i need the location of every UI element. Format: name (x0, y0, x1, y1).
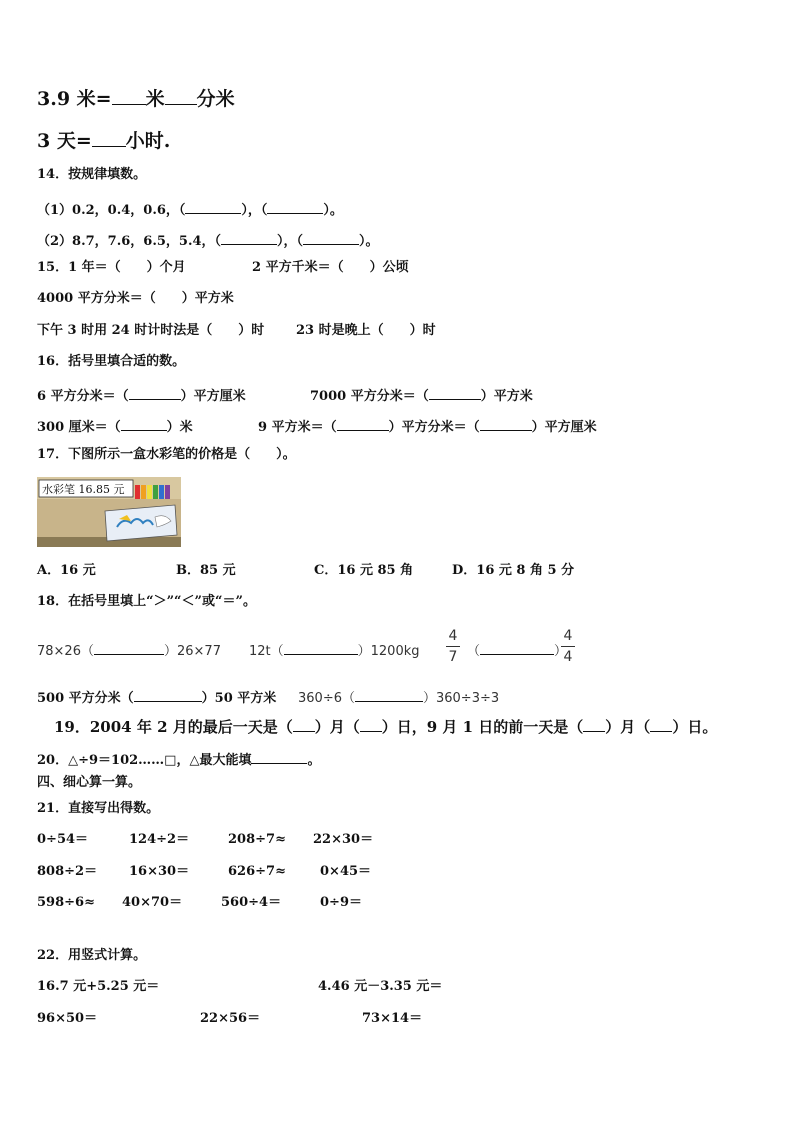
q16-item-a: 6 平方分米＝（ ）平方厘米 (37, 385, 246, 405)
fraction-right: 4 4 (561, 628, 575, 665)
blank[interactable] (355, 687, 423, 702)
section-heading: 四、细心算一算。 (37, 775, 142, 790)
q16-item-d: 9 平方米＝（ ）平方分米＝（ ）平方厘米 (258, 416, 597, 436)
blank[interactable] (112, 86, 146, 105)
q15-item-d: 下午 3 时用 24 时计时法是（ ）时 (37, 323, 265, 338)
blank[interactable] (650, 717, 672, 732)
option-d[interactable]: D．16 元 8 角 5 分 (452, 563, 575, 578)
vertical-calc-b: 4.46 元－3.35 元＝ (318, 979, 443, 994)
option-a[interactable]: A．16 元 (37, 563, 96, 578)
blank[interactable] (94, 640, 164, 655)
q18-title: 18．在括号里填上“＞”“＜”或“＝”。 (37, 594, 256, 609)
q21-title: 21．直接写出得数。 (37, 801, 160, 816)
blank[interactable] (429, 385, 481, 400)
option-b[interactable]: B．85 元 (176, 563, 236, 578)
q16-item-b: 7000 平方分米＝（ ）平方米 (310, 385, 533, 405)
blank[interactable] (267, 199, 323, 214)
calc-item: 124÷2＝ (129, 832, 190, 847)
blank[interactable] (165, 86, 197, 105)
blank[interactable] (480, 640, 554, 655)
q16-title: 16．括号里填合适的数。 (37, 354, 186, 369)
fraction-left: 4 7 (446, 628, 460, 665)
calc-item: 560÷4＝ (221, 895, 282, 910)
question-line-meters: 3.9 米= 米 分米 (37, 88, 235, 110)
q20-line: 20．△÷9＝102……□，△最大能填 。 (37, 749, 320, 769)
vertical-calc-a: 16.7 元+5.25 元＝ (37, 979, 160, 994)
q22-title: 22．用竖式计算。 (37, 948, 147, 963)
blank[interactable] (121, 416, 167, 431)
q18-compare-d: 360÷6（ ）360÷3÷3 (298, 687, 499, 707)
calc-item: 16×30＝ (129, 864, 190, 879)
calc-item: 598÷6≈ (37, 895, 95, 910)
blank[interactable] (185, 199, 241, 214)
calc-item: 22×30＝ (313, 832, 374, 847)
q15-item-c: 4000 平方分米＝（ ）平方米 (37, 291, 234, 306)
q18-compare-frac: （ ） (467, 640, 567, 660)
calc-item: 808÷2＝ (37, 864, 98, 879)
calc-item: 0÷54＝ (37, 832, 89, 847)
q18-compare-b: 12t（ ）1200kg (249, 640, 420, 660)
price-tag-text: 水彩笔 16.85 元 (42, 483, 125, 496)
q15-item-b: 2 平方千米＝（ ）公顷 (252, 260, 409, 275)
q15-item-a: 15．1 年＝（ ）个月 (37, 260, 186, 275)
vertical-calc-c: 96×50＝ (37, 1011, 98, 1026)
blank[interactable] (480, 416, 532, 431)
option-c[interactable]: C．16 元 85 角 (314, 563, 414, 578)
q18-compare-c: 500 平方分米（ ）50 平方米 (37, 687, 276, 707)
calc-item: 208÷7≈ (228, 832, 286, 847)
blank[interactable] (583, 717, 605, 732)
q14-part2: （2）8.7，7.6，6.5，5.4，（ ），（ ）。 (37, 230, 379, 250)
blank[interactable] (251, 749, 307, 764)
vertical-calc-e: 73×14＝ (362, 1011, 423, 1026)
calc-item: 0÷9＝ (320, 895, 362, 910)
q16-item-c: 300 厘米＝（ ）米 (37, 416, 193, 436)
blank[interactable] (303, 230, 359, 245)
q18-compare-a: 78×26（ ）26×77 (37, 640, 221, 660)
blank[interactable] (221, 230, 277, 245)
blank[interactable] (360, 717, 382, 732)
calc-item: 0×45＝ (320, 864, 372, 879)
q14-part1: （1）0.2，0.4，0.6，（ ），（ ）。 (37, 199, 343, 219)
marker-box-image (37, 477, 181, 547)
blank[interactable] (337, 416, 389, 431)
q15-item-e: 23 时是晚上（ ）时 (296, 323, 436, 338)
blank[interactable] (134, 687, 202, 702)
blank[interactable] (293, 717, 315, 732)
q14-title: 14．按规律填数。 (37, 167, 147, 182)
blank[interactable] (92, 128, 126, 147)
vertical-calc-d: 22×56＝ (200, 1011, 261, 1026)
q17-title: 17．下图所示一盒水彩笔的价格是（ ）。 (37, 447, 296, 462)
question-line-days: 3 天= 小时. (37, 130, 171, 152)
calc-item: 40×70＝ (122, 895, 183, 910)
q19-line: 19．2004 年 2 月的最后一天是（ ）月（ ）日，9 月 1 日的前一天是（ ）月（ ）日。 (54, 718, 718, 736)
blank[interactable] (284, 640, 358, 655)
blank[interactable] (129, 385, 181, 400)
calc-item: 626÷7≈ (228, 864, 286, 879)
